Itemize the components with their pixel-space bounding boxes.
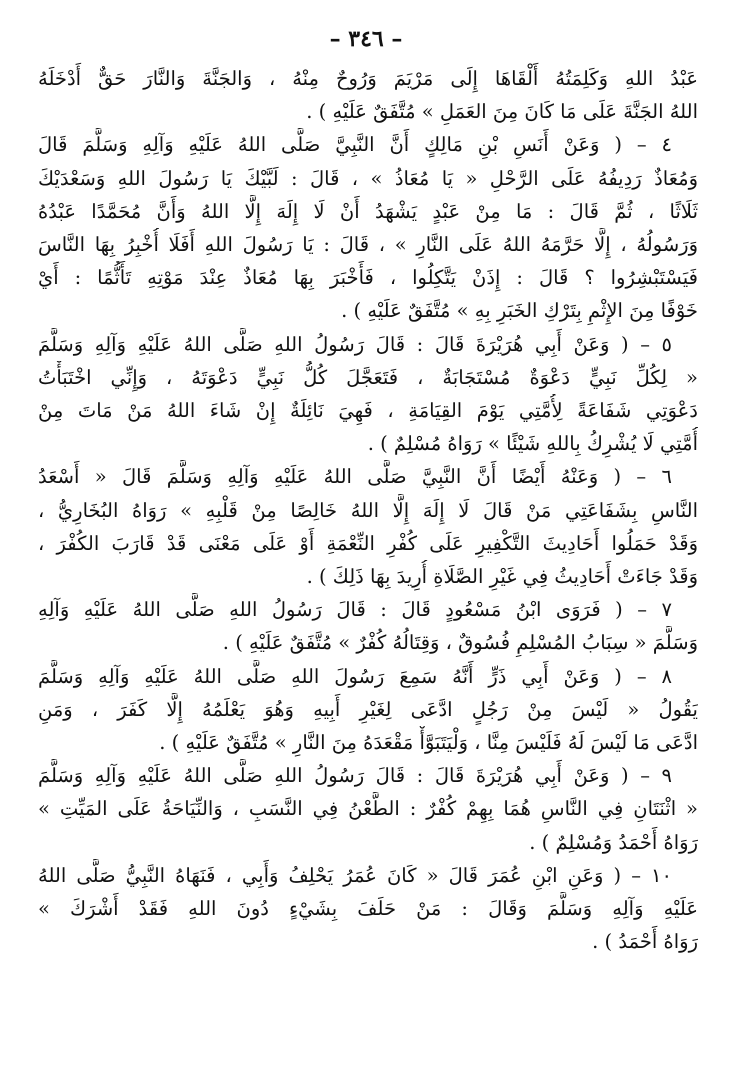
text-line: ٩ – ( وَعَنْ أَبِي هُرَيْرَةَ قَالَ : قَالَ رَسُولُ اللهِ صَلَّى اللهُ عَلَيْهِ وَآلِهِ وَسَلَّمَ [38,764,672,788]
text-line: فَيَسْتَبْشِرُوا ؟ قَالَ : إِذَنْ يَتَّكِلُوا ، فَأَخْبَرَ بِهَا مُعَاذٌ عِنْدَ مَوْتِهِ تَأَثُّمًا : أَيْ [38,266,698,290]
text-line: وَمُعَاذٌ رَدِيفُهُ عَلَى الرَّحْلِ « يَا مُعَاذُ » ، قَالَ : لَبَّيْكَ يَا رَسُولَ اللهِ وَسَعْدَيْكَ [38,166,698,190]
text-line: خَوْفًا مِنَ الإِثْمِ بِتَرْكِ الخَبَرِ بِهِ » مُتَّفَقٌ عَلَيْهِ ) . [341,299,698,323]
text-line: أُمَّتِي لَا يُشْرِكُ بِاللهِ شَيْئًا » رَوَاهُ مُسْلِمٌ ) . [367,432,698,456]
text-line: « لِكُلِّ نَبِيٍّ دَعْوَةٌ مُسْتَجَابَةٌ ، فَتَعَجَّلَ كُلُّ نَبِيٍّ دَعْوَتَهُ ، وَإِنِّي اخْتَبَأْتُ [38,365,698,389]
text-line: وَرَسُولُهُ ، إِلَّا حَرَّمَهُ اللهُ عَلَى النَّارِ » ، قَالَ : يَا رَسُولَ اللهِ أَفَلَا أُخْبِرُ بِهَا النَّاسَ [38,233,698,257]
text-line: ٤ – ( وَعَنْ أَنَسِ بْنِ مَالِكٍ أَنَّ النَّبِيَّ صَلَّى اللهُ عَلَيْهِ وَآلِهِ وَسَلَّمَ قَالَ [38,133,672,157]
text-line: النَّاسِ بِشَفَاعَتِي مَنْ قَالَ لَا إِلَهَ إِلَّا اللهُ خَالِصًا مِنْ قَلْبِهِ » رَوَاهُ البُخَارِيُّ ، [38,498,698,522]
text-line: ١٠ – ( وَعَنِ ابْنِ عُمَرَ قَالَ « كَانَ عُمَرُ يَحْلِفُ وَأَبِي ، فَنَهَاهُ النَّبِيُّ صَلَّى اللهُ [38,863,672,887]
text-line: وَقَدْ جَاءَتْ أَحَادِيثُ فِي غَيْرِ الصَّلَاةِ أُرِيدَ بِهَا ذَلِكَ ) . [306,565,698,589]
text-line: يَقُولُ « لَيْسَ مِنْ رَجُلٍ ادَّعَى لِغَيْرِ أَبِيهِ وَهُوَ يَعْلَمُهُ إِلَّا كَفَرَ ، وَمَنِ [38,697,698,721]
hadith-text-body [38,62,698,958]
text-line: دَعْوَتِي شَفَاعَةً لِأُمَّتِي يَوْمَ القِيَامَةِ ، فَهِيَ نَائِلَةٌ إِنْ شَاءَ اللهُ مَنْ مَاتَ مِنْ [38,399,698,423]
text-line: رَوَاهُ أَحْمَدُ ) . [592,930,698,954]
text-line: ٧ – ( فَرَوَى ابْنُ مَسْعُودٍ قَالَ : قَالَ رَسُولُ اللهِ صَلَّى اللهُ عَلَيْهِ وَآلِهِ [38,598,672,622]
text-line: عَلَيْهِ وَآلِهِ وَسَلَّمَ وَقَالَ : مَنْ حَلَفَ بِشَيْءٍ دُونَ اللهِ فَقَدْ أَشْرَكَ » [38,897,698,921]
text-line: رَوَاهُ أَحْمَدُ وَمُسْلِمٌ ) . [529,830,698,854]
text-line: ٨ – ( وَعَنْ أَبِي ذَرٍّ أَنَّهُ سَمِعَ رَسُولَ اللهِ صَلَّى اللهُ عَلَيْهِ وَآلِهِ وَسَلَّمَ [38,664,672,688]
text-line: ثَلَاثًا ، ثُمَّ قَالَ : مَا مِنْ عَبْدٍ يَشْهَدُ أَنْ لَا إِلَهَ إِلَّا اللهُ وَأَنَّ مُحَمَّدًا عَبْدُهُ [38,199,698,223]
text-line: ٥ – ( وَعَنْ أَبِي هُرَيْرَةَ قَالَ : قَالَ رَسُولُ اللهِ صَلَّى اللهُ عَلَيْهِ وَآلِهِ وَسَلَّمَ [38,332,672,356]
text-line: ٦ – ( وَعَنْهُ أَيْضًا أَنَّ النَّبِيَّ صَلَّى اللهُ عَلَيْهِ وَآلِهِ وَسَلَّمَ قَالَ « أَسْعَدُ [38,465,672,489]
text-line: اللهُ الجَنَّةَ عَلَى مَا كَانَ مِنَ العَمَلِ » مُتَّفَقٌ عَلَيْهِ ) . [306,100,698,124]
text-line: وَسَلَّمَ « سِبَابُ المُسْلِمِ فُسُوقٌ ، وَقِتَالُهُ كُفْرٌ » مُتَّفَقٌ عَلَيْهِ ) . [222,631,698,655]
text-line: عَبْدُ اللهِ وَكَلِمَتُهُ أَلْقَاهَا إِلَى مَرْيَمَ وَرُوحٌ مِنْهُ ، وَالجَنَّةَ وَالنَّارَ حَقٌّ أَدْخَلَهُ [38,67,698,90]
text-line: وَقَدْ حَمَلُوا أَحَادِيثَ التَّكْفِيرِ عَلَى كُفْرِ النِّعْمَةِ أَوْ عَلَى مَعْنَى قَدْ قَارَبَ الكُفْرَ ، [38,531,698,555]
page-number: – ٣٤٦ – [329,26,403,52]
text-line: ادَّعَى مَا لَيْسَ لَهُ فَلَيْسَ مِنَّا ، وَلْيَتَبَوَّأْ مَقْعَدَهُ مِنَ النَّارِ » مُتَّفَقٌ عَلَيْهِ ) . [159,731,698,755]
text-line: « اثْنَتَانِ فِي النَّاسِ هُمَا بِهِمْ كُفْرٌ : الطَّعْنُ فِي النَّسَبِ ، وَالنِّيَاحَةُ عَلَى المَيِّتِ » [38,797,698,821]
